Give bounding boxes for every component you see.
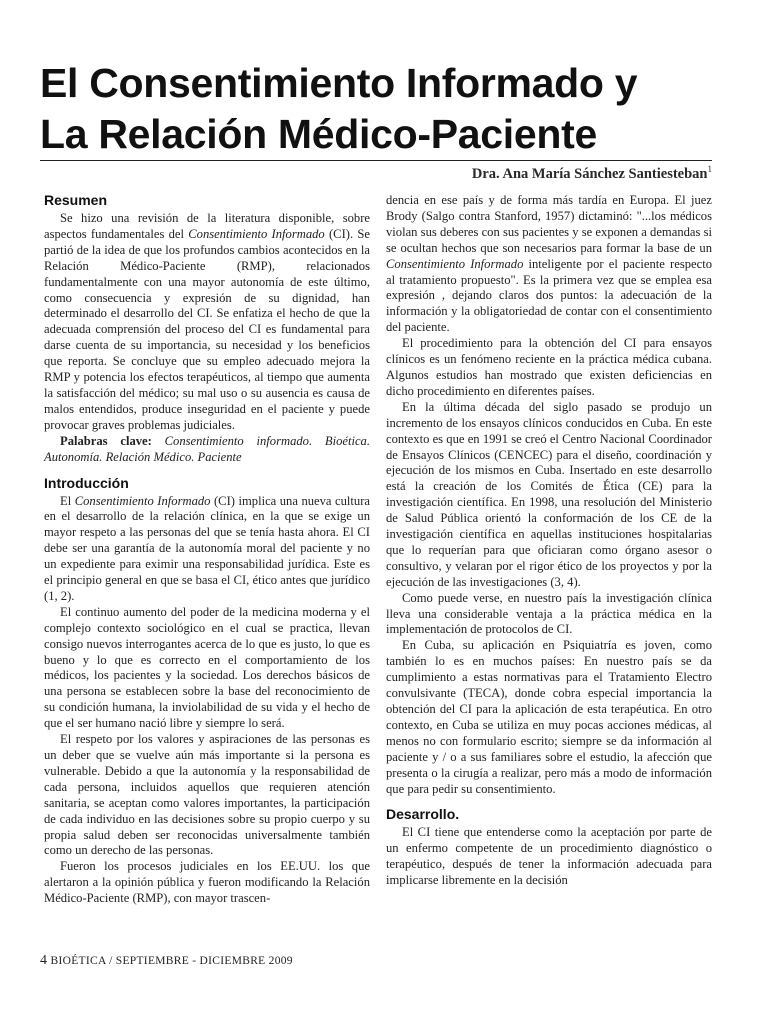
abstract-heading: Resumen (44, 192, 108, 208)
development-paragraph-1: El CI tiene que entenderse como la aceptación por parte de un enfermo competente de un procedimiento diagnóstico o terapéutico, después de tener la información adecuada para implicarse libremente en la decisión (386, 825, 712, 888)
page-number: 4 (40, 953, 48, 968)
right-paragraph-5: En Cuba, su aplicación en Psiquiatría es joven, como también lo es en muchos países: En nuestro país se da cumplimiento a estas normativas para el Tratamiento Electro convulsivante (TECA), donde cobra especial importancia la obtención del CI para la aplicación de esta terapéutica. En otro contexto, en Cuba se utiliza en muy pocas acciones médicas, al menos no con formulario escrito; siempre se da información al paciente y / o a sus familiares sobre el estudio, la afección que presenta o la cirugía a realizar, pero más a modo de información que para pedir su consentimiento. (386, 638, 712, 796)
right-column (386, 193, 712, 889)
author-footnote-mark: 1 (707, 164, 712, 174)
author-line (472, 164, 712, 183)
title-line-1: El Consentimiento Informado y (40, 60, 638, 106)
right-paragraph-4: Como puede verse, en nuestro país la investigación clínica lleva una considerable ventaja a la práctica médica en la implementación de protocolos de CI. (386, 590, 712, 637)
intro-paragraph-3: El respeto por los valores y aspiraciones de las personas es un deber que se vuelve aún más importante si la persona es vulnerable. Debido a que la autonomía y la responsabilidad de cada persona, incluidos aquellos que requieren atención sanitaria, se aceptan como valores importantes, la participación de cada individuo en las decisiones sobre su propio cuerpo y su propia salud deben ser reconocidas universalmente también como un derecho de las personas. (44, 732, 370, 858)
abstract-paragraph: Se hizo una revisión de la literatura disponible, sobre aspectos fundamentales del Consentimiento Informado (CI). Se partió de la idea de que los profundos cambios acontecidos en la Relación Médico-Paciente (RMP), relacionados fundamentalmente con una mayor autonomía de este último, como consecuencia y expresión de su dignidad, han determinado el desarrollo del CI. Se enfatiza el hecho de que la adecuada comprensión del proceso del CI es fundamental para darse cuenta de su importancia, su necesidad y los beneficios que reporta. Se concluye que su empleo adecuado mejora la RMP y potencia los efectos terapéuticos, al tiempo que aumenta la satisfacción del médico; su mal uso o su ausencia es causa de malos entendidos, produce inseguridad en el paciente y puede provocar graves problemas judiciales. (44, 211, 370, 432)
development-heading: Desarrollo. (386, 806, 460, 823)
keywords-label: Palabras clave: (60, 433, 152, 448)
right-paragraph-3: En la última década del siglo pasado se produjo un incremento de los ensayos clínicos conducidos en Cuba. En este contexto es que en 1991 se creó el Centro Nacional Coordinador de Ensayos Clínicos (CENCEC) para el diseño, coordinación y ejecución de los mismos en Cuba. Insertado en este desarrollo está la creación de los Comités de Ética (CE) para la investigación científica. En 1998, una resolución del Ministerio de Salud Pública orientó la conformación de los CE de la investigación científica en aquellas instituciones hospitalarias que lo requerían para que oficiaran como órgano asesor o consultivo, y velaran por el rigor ético de los proyectos y por la ejecución de las investigaciones (3, 4). (386, 399, 712, 589)
introduction-heading: Introducción (44, 474, 129, 491)
left-column (44, 192, 370, 907)
title-line-2: La Relación Médico-Paciente (40, 111, 597, 157)
intro-paragraph-2: El continuo aumento del poder de la medicina moderna y el complejo contexto sociológico en el cual se practica, llevan consigo nuevos interrogantes acerca de lo que es justo, lo que es bueno y lo que es correcto en el comportamiento de los médicos, los pacientes y la sociedad. Los derechos básicos de una persona se establecen sobre la base del reconocimiento de su condición humana, la inviolabilidad de su vida y el hecho de que el ser humano nació libre y siempre lo será. (44, 604, 370, 731)
title-divider (40, 160, 712, 161)
intro-paragraph-4: Fueron los procesos judiciales en los EE.UU. los que alertaron a la opinión pública y fueron modificando la Relación Médico-Paciente (RMP), con mayor trascen- (44, 859, 370, 906)
right-paragraph-2: El procedimiento para la obtención del CI para ensayos clínicos es un fenómeno reciente en la práctica médica cubana. Algunos estudios han mostrado que existen deficiencias en dicho procedimiento en diferentes países. (386, 336, 712, 398)
right-paragraph-1: dencia en ese país y de forma más tardía en Europa. El juez Brody (Salgo contra Stanford, 1957) dictaminó: "...los médicos violan sus deberes con sus pacientes y se exponen a demandas si se ocultan hechos que son necesarios para formar la base de un Consentimiento Informado inteligente por el paciente respecto al tratamiento propuesto". Es la primera vez que se emplea esa expresión , dejando claros dos puntos: la adecuación de la información y la obligatoriedad de contar con el consentimiento del paciente. (386, 193, 712, 335)
page-footer (40, 953, 293, 969)
author-name: Dra. Ana María Sánchez Santiesteban (471, 165, 708, 182)
keywords (44, 434, 370, 466)
journal-issue: BIOÉTICA / SEPTIEMBRE - DICIEMBRE 2009 (50, 955, 293, 967)
intro-paragraph-1: El Consentimiento Informado (CI) implica una nueva cultura en el desarrollo de la relación clínica, en la que se exige un mayor respeto a las personas del que se tenía hasta ahora. El CI debe ser una garantía de la autonomía moral del paciente y no un expediente para eximir una responsabilidad jurídica. Este es el principio general en que se basa el CI, ético antes que jurídico (1, 2). (44, 493, 370, 603)
keywords-list: Consentimiento informado. Bioética. Autonomía. Relación Médico. Paciente (44, 433, 371, 464)
article-title (40, 58, 740, 160)
